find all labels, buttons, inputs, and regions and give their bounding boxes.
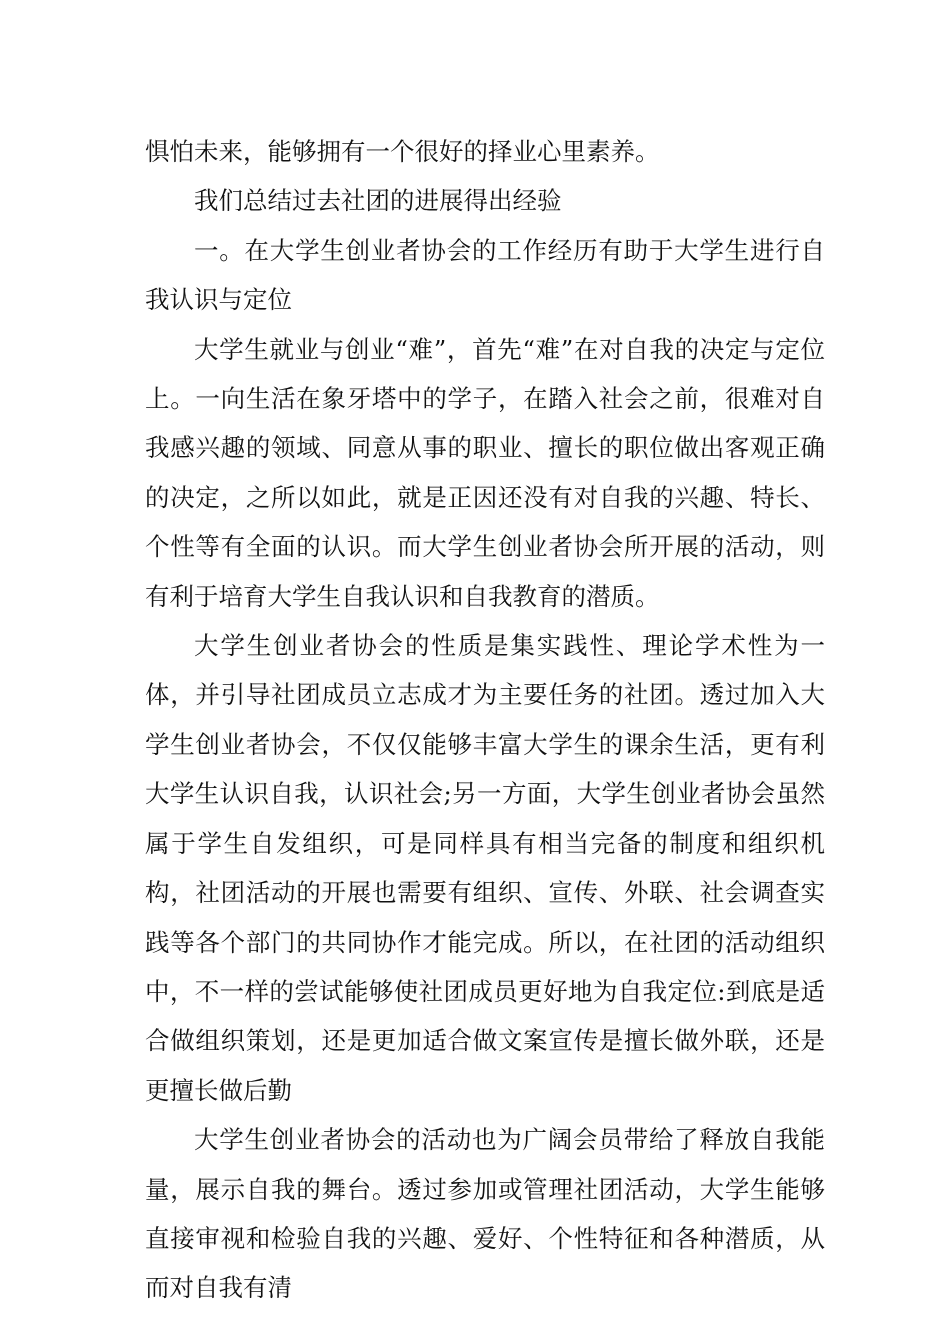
paragraph: 大学生创业者协会的性质是集实践性、理论学术性为一体，并引导社团成员立志成才为主要任务的社团。透过加入大学生创业者协会，不仅仅能够丰富大学生的课余生活，更有利大学生认识自我，认识社会;另一方面，大学生创业者协会虽然属于学生自发组织，可是同样具有相当完备的制度和组织机构，社团活动的开展也需要有组织、宣传、外联、社会调查实践等各个部门的共同协作才能完成。所以，在社团的活动组织中，不一样的尝试能够使社团成员更好地为自我定位:到底是适合做组织策划，还是更加适合做文案宣传是擅长做外联，还是更擅长做后勤 bbox=[145, 631, 825, 1105]
section-heading: 一。在大学生创业者协会的工作经历有助于大学生进行自我认识与定位 bbox=[145, 235, 825, 315]
paragraph: 我们总结过去社团的进展得出经验 bbox=[194, 186, 562, 216]
paragraph: 大学生创业者协会的活动也为广阔会员带给了释放自我能量，展示自我的舞台。透过参加或管理社团活动，大学生能够直接审视和检验自我的兴趣、爱好、个性特征和各种潜质，从而对自我有清 bbox=[145, 1125, 825, 1303]
document-body bbox=[145, 127, 825, 1313]
paragraph: 惧怕未来，能够拥有一个很好的择业心里素养。 bbox=[145, 137, 660, 166]
paragraph: 大学生就业与创业“难”，首先“难”在对自我的决定与定位上。一向生活在象牙塔中的学子，在踏入社会之前，很难对自我感兴趣的领域、同意从事的职业、擅长的职位做出客观正确的决定，之所以如此，就是正因还没有对自我的兴趣、特长、个性等有全面的认识。而大学生创业者协会所开展的活动，则有利于培育大学生自我认识和自我教育的潜质。 bbox=[145, 334, 825, 611]
